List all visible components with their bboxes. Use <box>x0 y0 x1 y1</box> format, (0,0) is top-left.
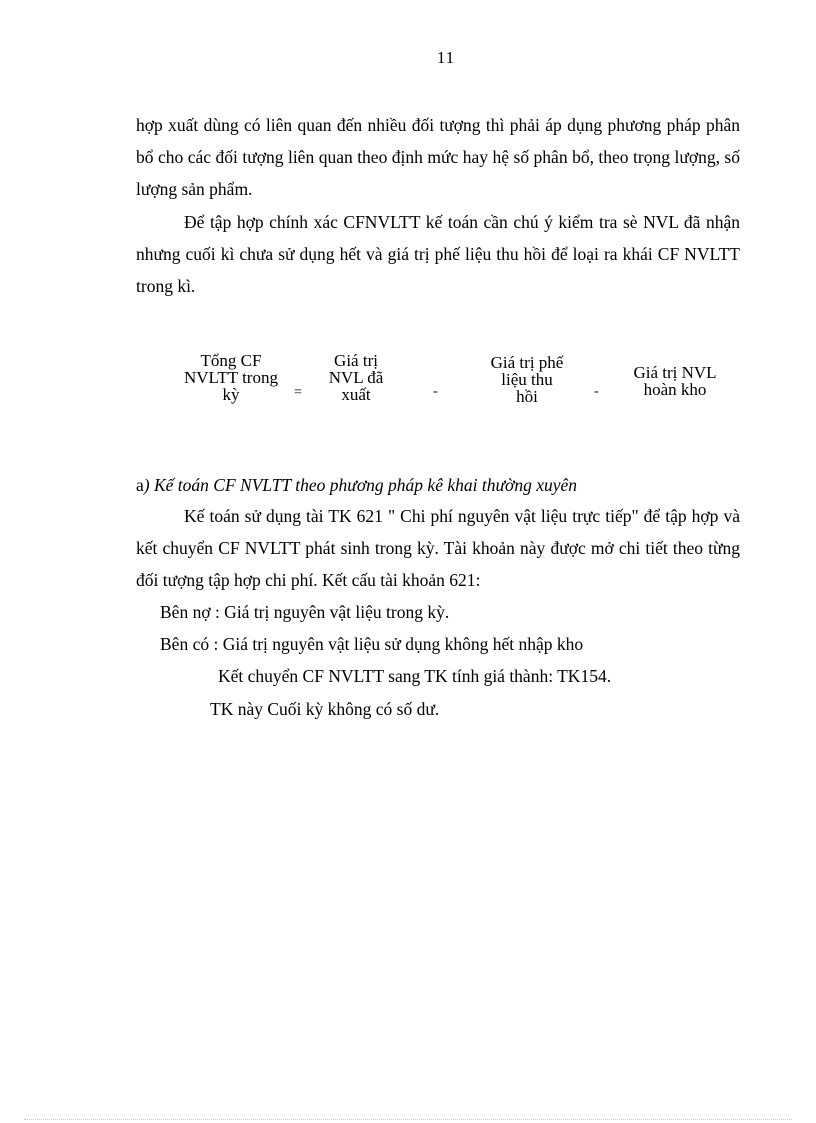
section-heading <box>136 471 577 499</box>
paragraph-1-text: hợp xuất dùng có liên quan đến nhiều đối tượng thì phải áp dụng phương pháp phân bổ cho các đối tượng liên quan theo định mức hay hệ số phân bổ, theo trọng lượng, số lượng sản phẩm. <box>136 115 740 199</box>
section-heading-label: a <box>136 475 144 495</box>
paragraph-3-text: Kế toán sử dụng tài TK 621 " Chi phí nguyên vật liệu trực tiếp" để tập hợp và kết chuyển CF NVLTT phát sinh trong kỳ. Tài khoản này được mở chi tiết theo từng đối tượng tập hợp chi phí. Kết cấu tài khoản 621: <box>136 506 740 590</box>
debit-side-line: Bên nợ : Giá trị nguyên vật liệu trong kỳ. <box>160 602 450 622</box>
formula-term-returned: Giá trị NVL hoàn kho <box>633 363 717 399</box>
formula-term-total: Tổng CF NVLTT trong kỳ <box>184 351 278 404</box>
formula-equals: = <box>294 385 302 400</box>
paragraph-2-text: Để tập hợp chính xác CFNVLTT kế toán cần chú ý kiểm tra sè NVL đã nhận nhưng cuối kì chưa sử dụng hết và giá trị phế liệu thu hồi để loại ra khái CF NVLTT trong kì. <box>136 212 740 296</box>
formula-minus-1: - <box>433 384 438 399</box>
credit-side-line: Bên có : Giá trị nguyên vật liệu sử dụng không hết nhập kho <box>160 634 584 654</box>
formula-term-issued: Giá trị NVL đã xuất <box>328 351 384 404</box>
paragraph-accuracy <box>136 206 740 302</box>
paragraph-allocation <box>136 109 740 205</box>
formula-minus-2: - <box>594 384 599 399</box>
page-bottom-divider <box>24 1119 792 1120</box>
balance-line: TK này Cuối kỳ không có số dư. <box>210 699 440 719</box>
transfer-line: Kết chuyển CF NVLTT sang TK tính giá thành: TK154. <box>218 666 612 686</box>
formula-term-scrap: Giá trị phế liệu thu hồi <box>490 353 564 406</box>
paragraph-account-621 <box>136 500 740 596</box>
section-heading-title: ) Kế toán CF NVLTT theo phương pháp kê khai thường xuyên <box>143 475 578 495</box>
page-number: 11 <box>436 48 456 67</box>
